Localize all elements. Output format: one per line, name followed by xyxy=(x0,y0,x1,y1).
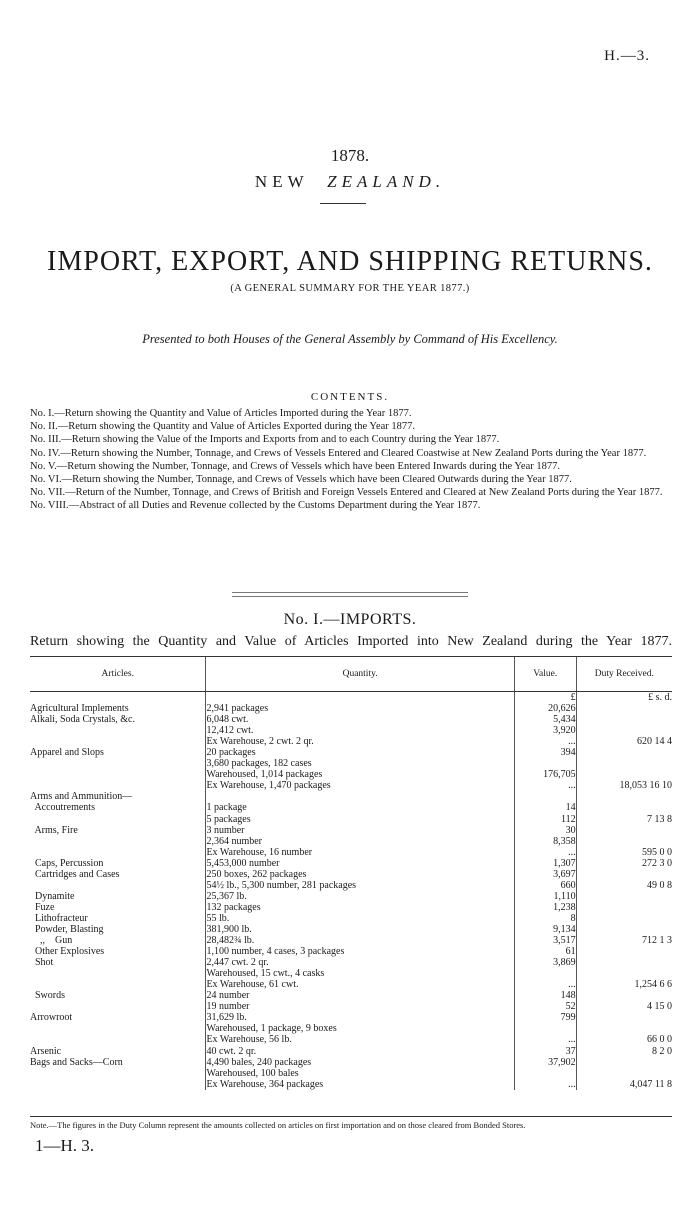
header-articles: Articles. xyxy=(30,657,206,692)
article-cell: Shot xyxy=(30,957,54,969)
quantity-cell: 5,453,000 number xyxy=(206,858,514,869)
quantity-cell: 381,900 lb. xyxy=(206,924,514,935)
duty-cell xyxy=(576,990,672,1001)
table-row xyxy=(30,802,672,813)
header-value: Value. xyxy=(514,657,576,692)
quantity-cell: 20 packages xyxy=(206,747,514,758)
value-cell: 61 xyxy=(514,946,576,957)
value-cell: 3,517 xyxy=(514,935,576,946)
duty-cell xyxy=(576,703,672,714)
value-cell: 1,307 xyxy=(514,858,576,869)
article-cell: Caps, Percussion xyxy=(30,857,104,869)
table-row xyxy=(30,1068,672,1079)
document-subtitle: (A GENERAL SUMMARY FOR THE YEAR 1877.) xyxy=(230,283,470,294)
article-cell: Accoutrements xyxy=(30,802,95,814)
table-row xyxy=(30,736,672,747)
document-title: IMPORT, EXPORT, AND SHIPPING RETURNS. xyxy=(47,246,653,277)
quantity-cell: 2,364 number xyxy=(206,836,514,847)
quantity-cell: 132 packages xyxy=(206,902,514,913)
table-row xyxy=(30,1001,672,1012)
quantity-cell: 31,629 lb. xyxy=(206,1012,514,1023)
value-cell: 1,238 xyxy=(514,902,576,913)
duty-cell xyxy=(576,747,672,758)
article-cell xyxy=(30,880,206,891)
table-row xyxy=(30,869,672,880)
table-row xyxy=(30,957,672,968)
value-cell: 20,626 xyxy=(514,703,576,714)
table-row xyxy=(30,1023,672,1034)
value-cell: 8,358 xyxy=(514,836,576,847)
table-row xyxy=(30,979,672,990)
article-cell: Bags and Sacks—Corn xyxy=(30,1056,123,1068)
table-row xyxy=(30,836,672,847)
quantity-cell: 19 number xyxy=(206,1001,514,1012)
return-description: Return showing the Quantity and Value of Articles Imported into New Zealand during the Year 1877. xyxy=(30,634,672,649)
value-cell xyxy=(514,968,576,979)
article-cell: Dynamite xyxy=(30,890,75,902)
value-cell xyxy=(514,1023,576,1034)
quantity-cell: Warehoused, 1,014 packages xyxy=(206,769,514,780)
table-row xyxy=(30,990,672,1001)
article-cell: Arsenic xyxy=(30,1045,62,1057)
value-cell xyxy=(514,758,576,769)
header-duty: Duty Received. xyxy=(576,657,672,692)
table-row xyxy=(30,913,672,924)
article-cell xyxy=(30,780,206,791)
table-row xyxy=(30,725,672,736)
table-row xyxy=(30,1034,672,1045)
value-cell: ... xyxy=(514,979,576,990)
duty-cell xyxy=(576,714,672,725)
colony-word-new: NEW xyxy=(254,172,309,191)
duty-cell: 712 1 3 xyxy=(576,935,672,946)
value-cell: 9,134 xyxy=(514,924,576,935)
section-title: No. I.—IMPORTS. xyxy=(283,611,417,628)
table-row xyxy=(30,935,672,946)
table-row xyxy=(30,858,672,869)
header-quantity: Quantity. xyxy=(206,657,514,692)
contents-heading: CONTENTS. xyxy=(310,391,390,403)
table-row xyxy=(30,902,672,913)
article-cell xyxy=(30,814,206,825)
quantity-cell: 250 boxes, 262 packages xyxy=(206,869,514,880)
article-cell xyxy=(30,1001,206,1012)
article-cell xyxy=(30,968,206,979)
quantity-cell: 40 cwt. 2 qr. xyxy=(206,1046,514,1057)
units-row xyxy=(30,692,672,704)
article-cell: Fuze xyxy=(30,901,55,913)
duty-cell xyxy=(576,769,672,780)
article-cell: Other Explosives xyxy=(30,946,105,958)
article-cell xyxy=(30,1068,206,1079)
table-row xyxy=(30,847,672,858)
quantity-cell: 54½ lb., 5,300 number, 281 packages xyxy=(206,880,514,891)
table-row xyxy=(30,747,672,758)
quantity-cell: 28,482¾ lb. xyxy=(206,935,514,946)
duty-cell xyxy=(576,968,672,979)
table-row xyxy=(30,758,672,769)
duty-cell: 272 3 0 xyxy=(576,858,672,869)
article-cell: Apparel and Slops xyxy=(30,747,104,759)
value-cell: 148 xyxy=(514,990,576,1001)
quantity-cell xyxy=(206,791,514,802)
duty-cell xyxy=(576,1057,672,1068)
value-cell: 394 xyxy=(514,747,576,758)
quantity-cell: Warehoused, 100 bales xyxy=(206,1068,514,1079)
quantity-cell: 2,447 cwt. 2 qr. xyxy=(206,957,514,968)
quantity-cell: Ex Warehouse, 16 number xyxy=(206,847,514,858)
imports-table xyxy=(30,656,672,1090)
duty-cell xyxy=(576,836,672,847)
value-cell: 3,697 xyxy=(514,869,576,880)
duty-cell xyxy=(576,924,672,935)
colony-heading xyxy=(0,172,700,192)
value-cell: 30 xyxy=(514,825,576,836)
quantity-cell: 12,412 cwt. xyxy=(206,725,514,736)
value-cell: 14 xyxy=(514,802,576,813)
duty-cell: 1,254 6 6 xyxy=(576,979,672,990)
article-cell: Lithofracteur xyxy=(30,912,88,924)
article-cell xyxy=(30,1034,206,1045)
duty-cell xyxy=(576,725,672,736)
table-row xyxy=(30,825,672,836)
contents-item: No. I.—Return showing the Quantity and Value of Articles Imported during the Year 1877. xyxy=(30,408,412,419)
value-cell: 8 xyxy=(514,913,576,924)
table-row xyxy=(30,703,672,714)
article-cell: Arms, Fire xyxy=(30,824,78,836)
value-cell: 3,920 xyxy=(514,725,576,736)
duty-cell xyxy=(576,791,672,802)
contents-item: No. II.—Return showing the Quantity and Value of Articles Exported during the Year 1877. xyxy=(30,421,416,433)
article-cell xyxy=(30,736,206,747)
quantity-cell: 25,367 lb. xyxy=(206,891,514,902)
quantity-cell: 6,048 cwt. xyxy=(206,714,514,725)
duty-cell: 4 15 0 xyxy=(576,1001,672,1012)
duty-cell xyxy=(576,869,672,880)
value-cell: 37 xyxy=(514,1046,576,1057)
table-header-row xyxy=(30,657,672,692)
contents-item: No. V.—Return showing the Number, Tonnage, and Crews of Vessels which have been Entered Inwards during the Year 1877. xyxy=(30,460,560,472)
duty-cell xyxy=(576,758,672,769)
duty-cell xyxy=(576,913,672,924)
double-rule xyxy=(232,592,468,597)
contents-list xyxy=(30,407,670,513)
duty-cell xyxy=(576,1012,672,1023)
quantity-cell: 4,490 bales, 240 packages xyxy=(206,1057,514,1068)
article-cell xyxy=(30,769,206,780)
quantity-cell: 1 package xyxy=(206,802,514,813)
table-row xyxy=(30,1057,672,1068)
duty-cell xyxy=(576,802,672,813)
quantity-cell: 55 lb. xyxy=(206,913,514,924)
duty-cell xyxy=(576,946,672,957)
duty-cell xyxy=(576,957,672,968)
table-row xyxy=(30,891,672,902)
article-cell xyxy=(30,979,206,990)
article-cell: Cartridges and Cases xyxy=(30,868,120,880)
quantity-cell: Ex Warehouse, 56 lb. xyxy=(206,1034,514,1045)
value-unit: £ xyxy=(514,692,576,704)
article-cell xyxy=(30,1079,206,1090)
article-cell: Arrowroot xyxy=(30,1012,73,1024)
article-cell: Alkali, Soda Crystals, &c. xyxy=(30,714,135,726)
footnote: Note.—The figures in the Duty Column represent the amounts collected on articles on first importation and on those cleared from Bonded Stores. xyxy=(30,1116,672,1130)
table-row xyxy=(30,714,672,725)
table-row xyxy=(30,1046,672,1057)
quantity-cell: Warehoused, 1 package, 9 boxes xyxy=(206,1023,514,1034)
value-cell xyxy=(514,1068,576,1079)
contents-item: No. VII.—Return of the Number, Tonnage, and Crews of British and Foreign Vessels Entered and Cleared at New Zealand Ports during the Year 1877. xyxy=(30,487,663,499)
value-cell: 1,110 xyxy=(514,891,576,902)
value-cell: ... xyxy=(514,847,576,858)
value-cell: 3,869 xyxy=(514,957,576,968)
quantity-cell: 1,100 number, 4 cases, 3 packages xyxy=(206,946,514,957)
value-cell: 112 xyxy=(514,814,576,825)
article-cell: Agricultural Implements xyxy=(30,703,129,715)
value-cell: 799 xyxy=(514,1012,576,1023)
duty-cell: 595 0 0 xyxy=(576,847,672,858)
year-heading: 1878. xyxy=(330,146,370,165)
footer-code: 1—H. 3. xyxy=(35,1136,95,1155)
value-cell: ... xyxy=(514,736,576,747)
quantity-cell: Ex Warehouse, 364 packages xyxy=(206,1079,514,1090)
contents-item: No. III.—Return showing the Value of the Imports and Exports from and to each Country during the Year 1877. xyxy=(30,434,500,446)
duty-cell: 7 13 8 xyxy=(576,814,672,825)
table-row xyxy=(30,946,672,957)
contents-item: No. VI.—Return showing the Number, Tonnage, and Crews of Vessels which have been Cleared Outwards during the Year 1877. xyxy=(30,474,572,486)
duty-cell: 66 0 0 xyxy=(576,1034,672,1045)
table-row xyxy=(30,769,672,780)
table-row xyxy=(30,968,672,979)
quantity-cell: 24 number xyxy=(206,990,514,1001)
quantity-cell: Ex Warehouse, 61 cwt. xyxy=(206,979,514,990)
table-row xyxy=(30,780,672,791)
value-cell: 176,705 xyxy=(514,769,576,780)
table-row xyxy=(30,1079,672,1090)
article-cell: ,, Gun xyxy=(30,935,73,947)
quantity-cell: 3,680 packages, 182 cases xyxy=(206,758,514,769)
duty-cell: 8 2 0 xyxy=(576,1046,672,1057)
quantity-cell: 2,941 packages xyxy=(206,703,514,714)
duty-cell xyxy=(576,891,672,902)
article-cell xyxy=(30,1023,206,1034)
short-rule xyxy=(320,203,366,204)
table-row xyxy=(30,1012,672,1023)
duty-cell: 620 14 4 xyxy=(576,736,672,747)
duty-cell: 4,047 11 8 xyxy=(576,1079,672,1090)
article-cell: Swords xyxy=(30,990,66,1002)
presented-line: Presented to both Houses of the General Assembly by Command of His Excellency. xyxy=(142,332,558,346)
table-row xyxy=(30,791,672,802)
article-cell xyxy=(30,758,206,769)
value-cell: 37,902 xyxy=(514,1057,576,1068)
table-row xyxy=(30,880,672,891)
duty-unit: £ s. d. xyxy=(576,692,672,704)
duty-cell xyxy=(576,902,672,913)
value-cell xyxy=(514,791,576,802)
table-row xyxy=(30,814,672,825)
table-body xyxy=(30,692,672,1090)
colony-word-zealand: ZEALAND. xyxy=(327,172,446,191)
article-cell: Arms and Ammunition— xyxy=(30,791,133,803)
duty-cell: 18,053 16 10 xyxy=(576,780,672,791)
duty-cell xyxy=(576,825,672,836)
value-cell: 52 xyxy=(514,1001,576,1012)
contents-item: No. VIII.—Abstract of all Duties and Revenue collected by the Customs Department during the Year 1877. xyxy=(30,500,481,512)
value-cell: ... xyxy=(514,1079,576,1090)
quantity-cell: Warehoused, 15 cwt., 4 casks xyxy=(206,968,514,979)
value-cell: ... xyxy=(514,1034,576,1045)
table-row xyxy=(30,924,672,935)
article-cell xyxy=(30,847,206,858)
quantity-cell: 5 packages xyxy=(206,814,514,825)
quantity-cell: 3 number xyxy=(206,825,514,836)
value-cell: 660 xyxy=(514,880,576,891)
duty-cell xyxy=(576,1068,672,1079)
value-cell: 5,434 xyxy=(514,714,576,725)
article-cell xyxy=(30,725,206,736)
duty-cell: 49 0 8 xyxy=(576,880,672,891)
document-code: H.—3. xyxy=(604,48,650,64)
value-cell: ... xyxy=(514,780,576,791)
duty-cell xyxy=(576,1023,672,1034)
quantity-cell: Ex Warehouse, 1,470 packages xyxy=(206,780,514,791)
article-cell: Powder, Blasting xyxy=(30,923,104,935)
quantity-cell: Ex Warehouse, 2 cwt. 2 qr. xyxy=(206,736,514,747)
contents-item: No. IV.—Return showing the Number, Tonnage, and Crews of Vessels Entered and Cleared Coastwise at New Zealand Ports during the Year 1877. xyxy=(30,447,647,459)
article-cell xyxy=(30,836,206,847)
